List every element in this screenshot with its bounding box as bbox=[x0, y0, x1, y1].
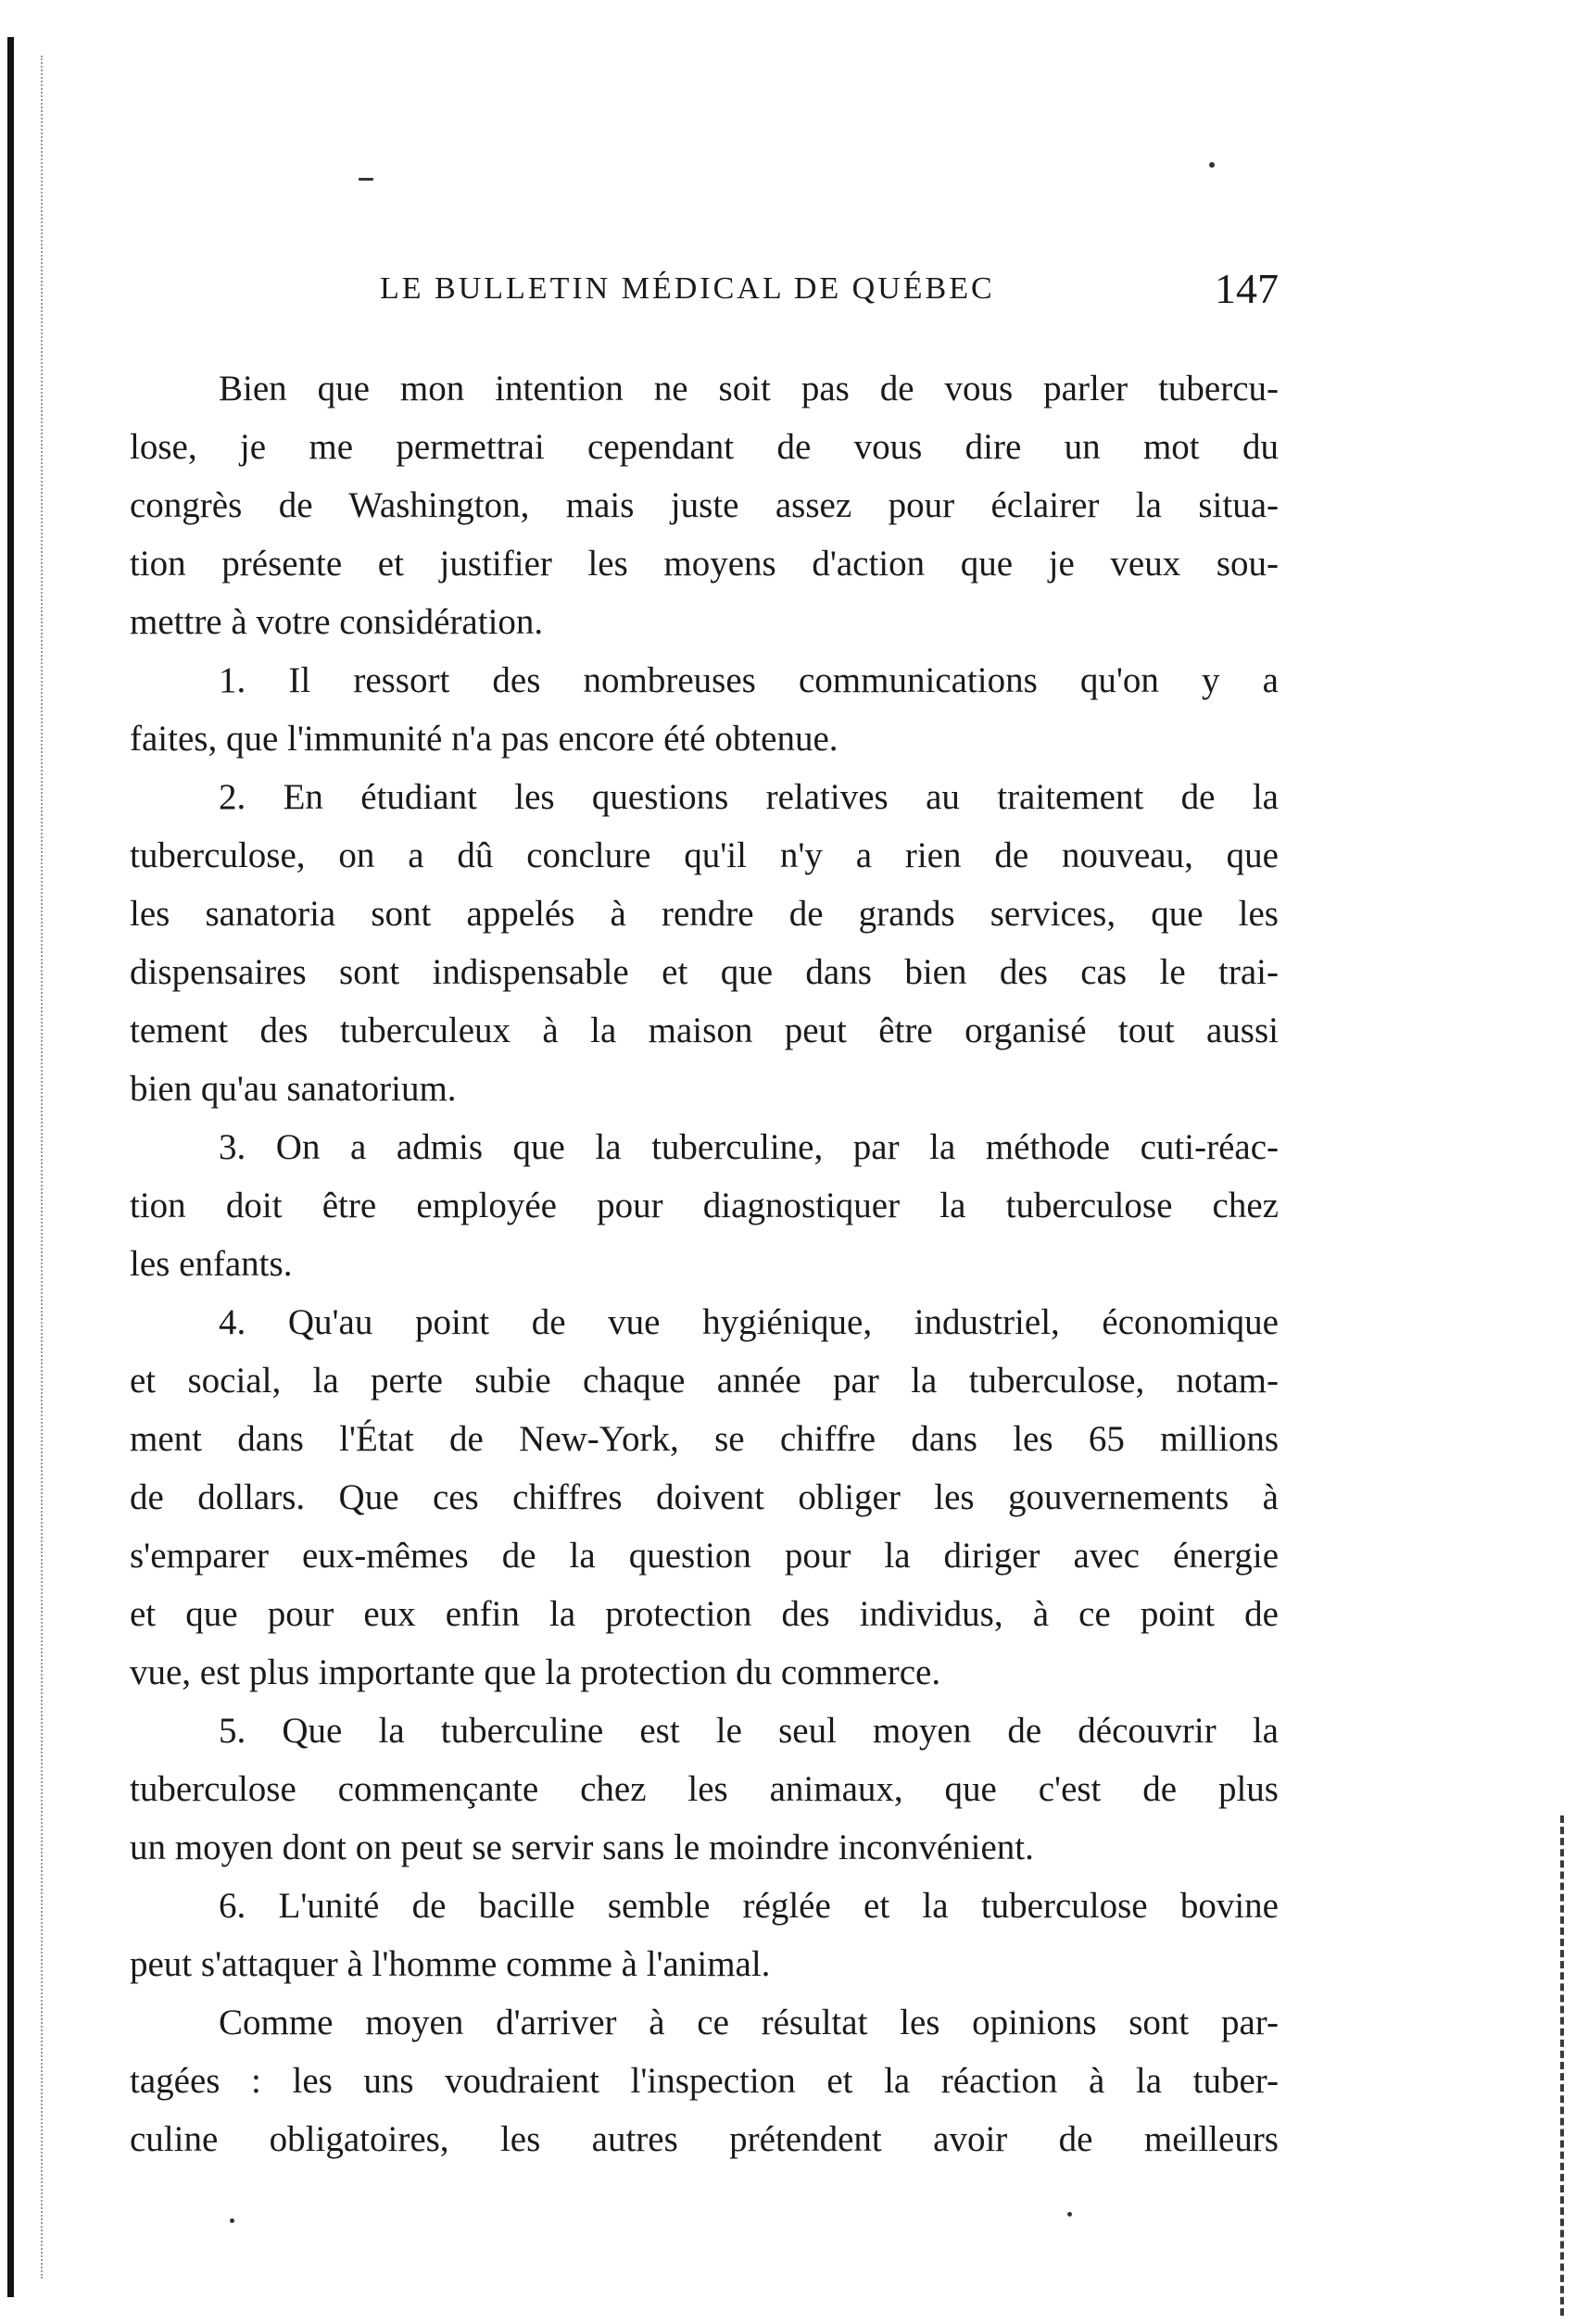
text-line: 6. L'unité de bacille semble réglée et la tuberculose bovine bbox=[219, 1886, 1279, 1926]
text-line: 4. Qu'au point de vue hygiénique, industriel, économique bbox=[219, 1302, 1279, 1342]
text-line: congrès de Washington, mais juste assez pour éclairer la situa- bbox=[130, 485, 1279, 525]
text-line: tion doit être employée pour diagnostiquer la tuberculose chez bbox=[130, 1186, 1279, 1225]
text-line: les enfants. bbox=[130, 1244, 293, 1284]
scan-artifact-right bbox=[1560, 1815, 1569, 2316]
text-line: Bien que mon intention ne soit pas de vous parler tubercu- bbox=[219, 369, 1279, 408]
text-line: ment dans l'État de New-York, se chiffre dans les 65 millions bbox=[130, 1419, 1279, 1459]
text-line: un moyen dont on peut se servir sans le moindre inconvénient. bbox=[130, 1828, 1034, 1867]
text-line: 5. Que la tuberculine est le seul moyen de découvrir la bbox=[219, 1711, 1279, 1751]
text-line: tagées : les uns voudraient l'inspection et la réaction à la tuber- bbox=[130, 2061, 1279, 2101]
text-line: culine obligatoires, les autres prétendent avoir de meilleurs bbox=[130, 2119, 1279, 2159]
text-line: les sanatoria sont appelés à rendre de grands services, que les bbox=[130, 894, 1279, 934]
text-line: et social, la perte subie chaque année par la tuberculose, notam- bbox=[130, 1361, 1279, 1401]
text-line: et que pour eux enfin la protection des individus, à ce point de bbox=[130, 1594, 1279, 1634]
text-line: de dollars. Que ces chiffres doivent obliger les gouvernements à bbox=[130, 1477, 1279, 1517]
scan-artifact-left bbox=[41, 56, 46, 2279]
text-line: Comme moyen d'arriver à ce résultat les opinions sont par- bbox=[219, 2003, 1279, 2042]
page-number: 147 bbox=[1215, 265, 1279, 312]
text-line: vue, est plus importante que la protection du commerce. bbox=[130, 1652, 941, 1692]
page-binding-edge bbox=[7, 37, 14, 2297]
text-line: tuberculose commençante chez les animaux, que c'est de plus bbox=[130, 1769, 1279, 1809]
scan-speck bbox=[230, 2218, 234, 2223]
text-line: dispensaires sont indispensable et que dans bien des cas le trai- bbox=[130, 952, 1279, 992]
text-line: peut s'attaquer à l'homme comme à l'animal. bbox=[130, 1944, 771, 1984]
text-line: 1. Il ressort des nombreuses communications qu'on y a bbox=[219, 660, 1279, 700]
scan-speck bbox=[359, 178, 373, 181]
body-text bbox=[130, 359, 1279, 2168]
text-line: tuberculose, on a dû conclure qu'il n'y a rien de nouveau, que bbox=[130, 835, 1279, 875]
text-line: bien qu'au sanatorium. bbox=[130, 1069, 457, 1109]
text-line: faites, que l'immunité n'a pas encore été obtenue. bbox=[130, 719, 838, 759]
running-head bbox=[130, 264, 1279, 320]
text-line: s'emparer eux-mêmes de la question pour la diriger avec énergie bbox=[130, 1536, 1279, 1576]
text-line: 2. En étudiant les questions relatives au traitement de la bbox=[219, 777, 1279, 817]
scan-speck bbox=[1067, 2212, 1072, 2217]
text-line: lose, je me permettrai cependant de vous dire un mot du bbox=[130, 427, 1279, 467]
scan-speck bbox=[1209, 162, 1215, 168]
text-line: tion présente et justifier les moyens d'action que je veux sou- bbox=[130, 544, 1279, 584]
journal-title: LE BULLETIN MÉDICAL DE QUÉBEC bbox=[380, 271, 995, 306]
text-line: mettre à votre considération. bbox=[130, 602, 544, 642]
text-line: 3. On a admis que la tuberculine, par la méthode cuti-réac- bbox=[219, 1127, 1279, 1167]
text-line: tement des tuberculeux à la maison peut être organisé tout aussi bbox=[130, 1011, 1279, 1050]
